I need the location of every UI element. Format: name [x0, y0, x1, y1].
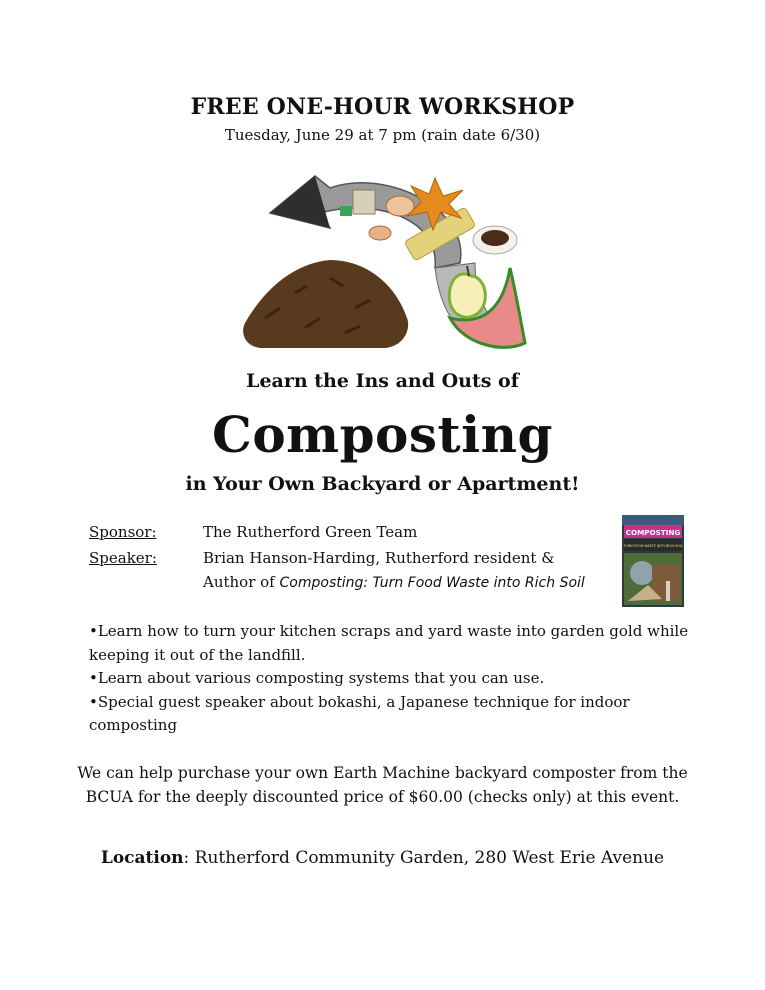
title-subtitle: in Your Own Backyard or Apartment! [185, 473, 580, 495]
compost-cycle-icon [235, 168, 535, 358]
location-line [0, 848, 765, 868]
workshop-headline: FREE ONE-HOUR WORKSHOP [190, 94, 575, 120]
book-cover-title: COMPOSTING [625, 528, 681, 537]
workshop-date: Tuesday, June 29 at 7 pm (rain date 6/30) [224, 126, 541, 144]
speaker-value: Brian Hanson-Harding, Rutherford resident & [203, 549, 555, 567]
author-line [203, 573, 585, 591]
bullet-item: •Learn how to turn your kitchen scraps and yard waste into garden gold while keeping it out of the landfill. [89, 622, 689, 664]
bullet-item: •Special guest speaker about bokashi, a Japanese technique for indoor composting [89, 692, 630, 734]
title-lead: Learn the Ins and Outs of [246, 370, 519, 392]
page-title: Composting [212, 405, 553, 464]
speaker-label: Speaker: [89, 549, 157, 567]
location-value: : Rutherford Community Garden, 280 West Erie Avenue [183, 848, 665, 868]
book-cover-subtitle: TURN FOOD WASTE INTO RICH SOIL [623, 544, 683, 548]
composter-offer: We can help purchase your own Earth Machine backyard composter from the BCUA for the deeply discounted price of $60.00 (checks only) at this event. [77, 764, 688, 806]
sponsor-label: Sponsor: [89, 523, 157, 541]
location-label: Location [100, 848, 184, 868]
book-cover-image [622, 515, 684, 607]
author-prefix: Author of [203, 573, 280, 591]
bullet-item: •Learn about various composting systems that you can use. [89, 669, 545, 687]
book-title: Composting: Turn Food Waste into Rich Soil [279, 575, 585, 591]
bullet-list [89, 620, 689, 738]
sponsor-value: The Rutherford Green Team [203, 523, 418, 541]
